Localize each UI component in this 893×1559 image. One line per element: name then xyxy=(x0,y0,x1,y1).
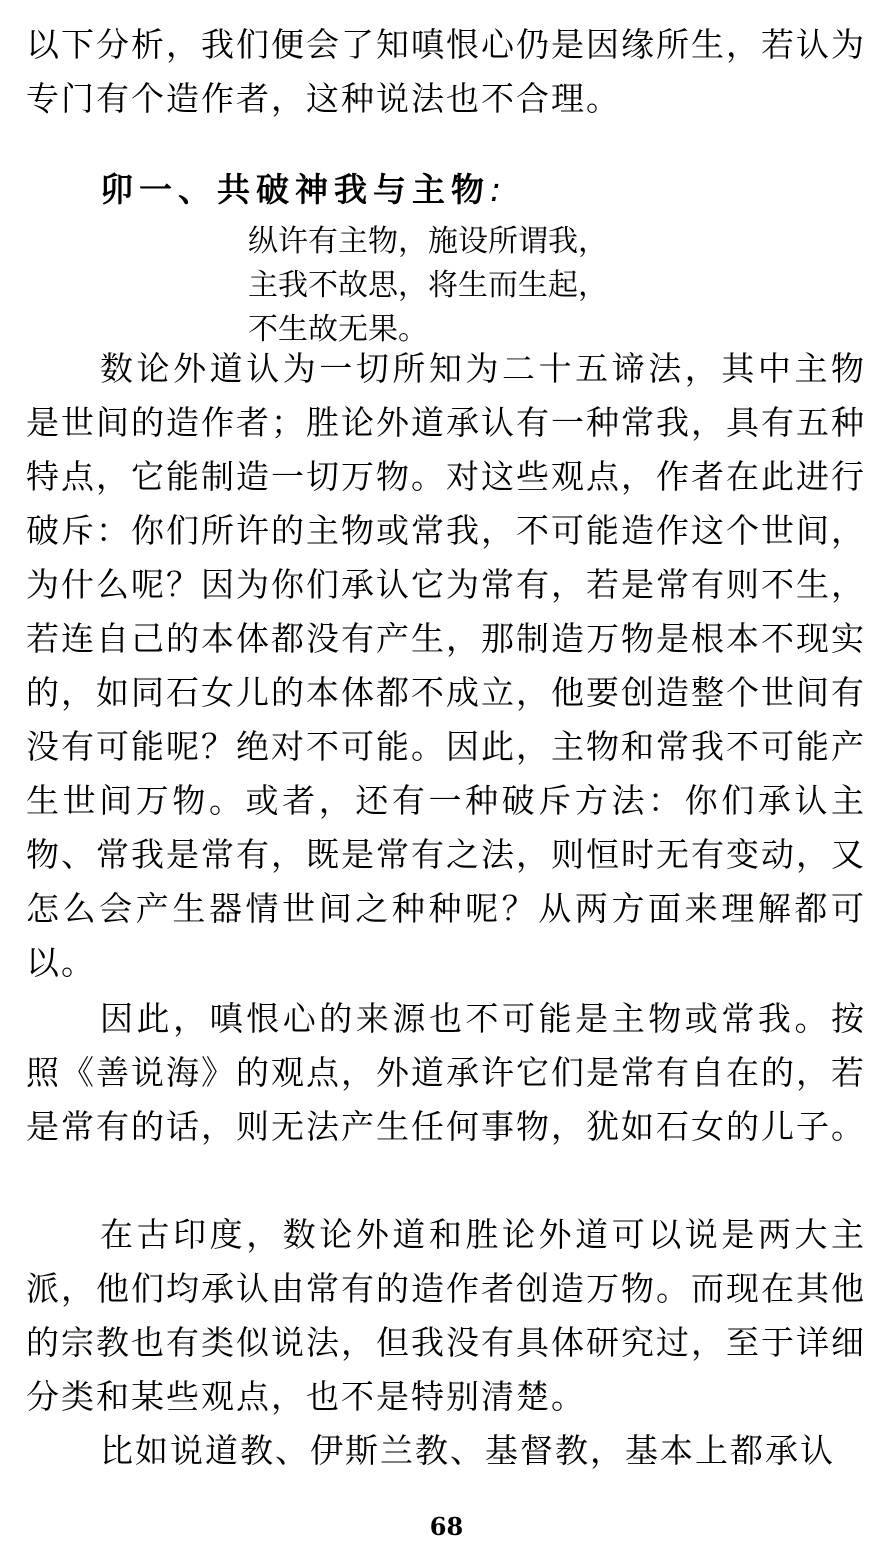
body-paragraph-4: 比如说道教、伊斯兰教、基督教，基本上都承认 xyxy=(100,1431,835,1470)
section-heading-text: 卯一、共破神我与主物 xyxy=(100,170,490,209)
body-paragraph-3: 在古印度，数论外道和胜论外道可以说是两大主派，他们均承认由常有的造作者创造万物。而现在其他的宗教也有类似说法，但我没有具体研究过，至于详细分类和某些观点，也不是特别清楚。 xyxy=(26,1215,866,1416)
verse-line: 不生故无果。 xyxy=(248,312,428,347)
page-number: 68 xyxy=(429,1512,464,1541)
intro-paragraph: 以下分析，我们便会了知嗔恨心仍是因缘所生，若认为专门有个造作者，这种说法也不合理。 xyxy=(26,25,866,118)
body-paragraph-2: 因此，嗔恨心的来源也不可能是主物或常我。按照《善说海》的观点，外道承许它们是常有自在的，若是常有的话，则无法产生任何事物，犹如石女的儿子。 xyxy=(26,999,866,1146)
section-heading-colon: : xyxy=(490,170,508,209)
verse-line: 纵许有主物，施设所谓我， xyxy=(248,224,608,259)
body-paragraph-1: 数论外道认为一切所知为二十五谛法，其中主物是世间的造作者；胜论外道承认有一种常我，具有五种特点，它能制造一切万物。对这些观点，作者在此进行破斥：你们所许的主物或常我，不可能造作这个世间，为什么呢？因为你们承认它为常有，若是常有则不生，若连自己的本体都没有产生，那制造万物是根本不现实的，如同石女儿的本体都不成立，他要创造整个世间有没有可能呢？绝对不可能。因此，主物和常我不可能产生世间万物。或者，还有一种破斥方法：你们承认主物、常我是常有，既是常有之法，则恒时无有变动，又怎么会产生器情世间之种种呢？从两方面来理解都可以。 xyxy=(26,349,866,982)
verse-line: 主我不故思，将生而生起， xyxy=(248,268,608,303)
verse-block xyxy=(248,220,608,352)
section-heading xyxy=(100,166,507,214)
